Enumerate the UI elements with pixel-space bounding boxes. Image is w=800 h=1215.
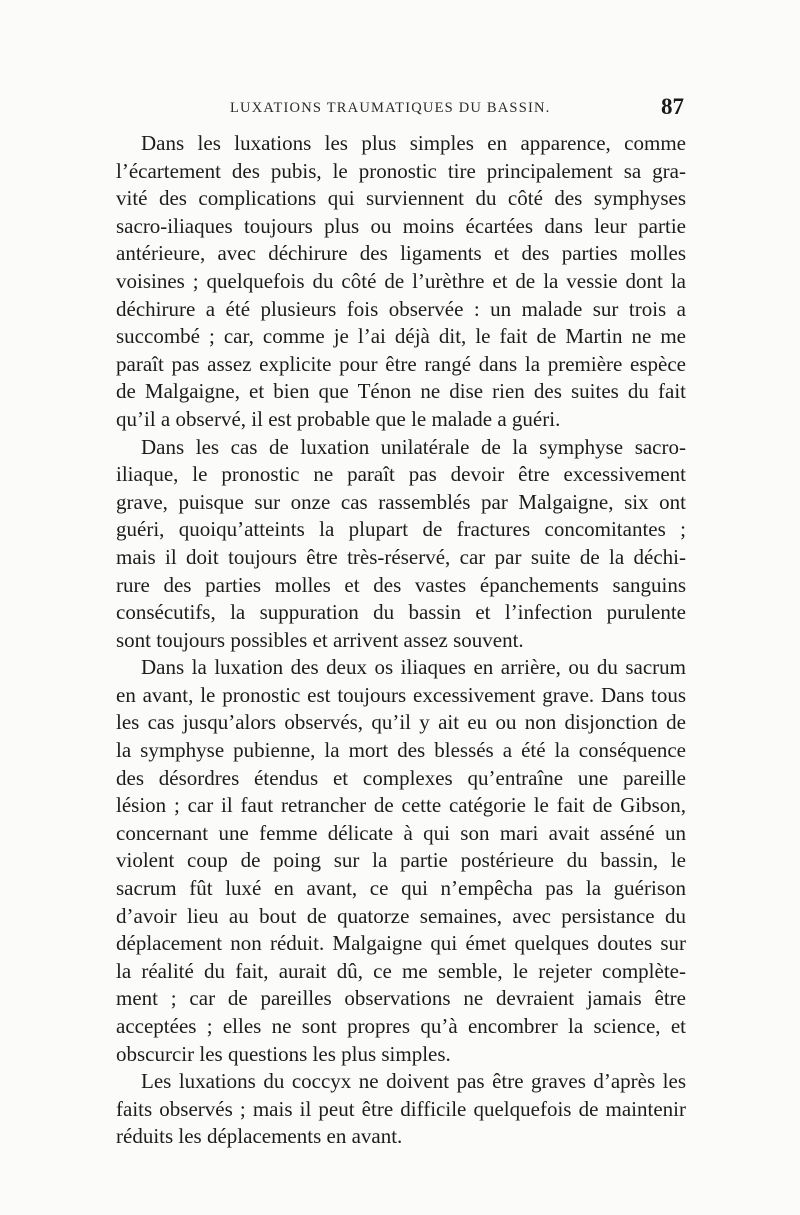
text-line: sacro-iliaques toujours plus ou moins écartées dans leur partie <box>116 213 686 238</box>
text-line: consécutifs, la suppuration du bassin et l’infection purulente <box>116 600 686 625</box>
running-head <box>118 96 684 122</box>
text-line: réduits les déplacements en avant. <box>116 1124 403 1149</box>
text-line: Dans les luxations les plus simples en apparence, comme <box>141 131 686 155</box>
text-line: sacrum fût luxé en avant, ce qui n’empêcha pas la guérison <box>116 876 686 901</box>
text-line: paraît pas assez explicite pour être rangé dans la première espèce <box>116 351 686 376</box>
text-line: guéri, quoiqu’atteints la plupart de fractures concomitantes ; <box>116 517 686 542</box>
text-line: iliaque, le pronostic ne paraît pas devoir être excessivement <box>116 462 686 487</box>
text-line: déchirure a été plusieurs fois observée : un malade sur trois a <box>116 296 686 321</box>
text-line: Dans les cas de luxation unilatérale de la symphyse sacro- <box>141 434 686 459</box>
text-line: concernant une femme délicate à qui son mari avait asséné un <box>116 820 686 845</box>
text-line: l’écartement des pubis, le pronostic tire principalement sa gra- <box>116 158 686 183</box>
text-line: Les luxations du coccyx ne doivent pas être graves d’après les <box>141 1069 686 1094</box>
text-line: Dans la luxation des deux os iliaques en arrière, ou du sacrum <box>141 655 686 680</box>
text-line: succombé ; car, comme je l’ai déjà dit, le fait de Martin ne me <box>116 324 686 349</box>
text-line: la réalité du fait, aurait dû, ce me semble, le rejeter complète- <box>116 958 686 983</box>
text-line: rure des parties molles et des vastes épanchements sanguins <box>116 572 686 597</box>
text-line: antérieure, avec déchirure des ligaments et des parties molles <box>116 241 686 266</box>
text-line: ment ; car de pareilles observations ne devraient jamais être <box>116 986 686 1011</box>
text-line: de Malgaigne, et bien que Ténon ne dise rien des suites du fait <box>116 379 686 404</box>
text-line: d’avoir lieu au bout de quatorze semaines, avec persistance du <box>116 903 686 928</box>
text-line: la symphyse pubienne, la mort des blessés a été la conséquence <box>116 738 686 763</box>
text-line: déplacement non réduit. Malgaigne qui émet quelques doutes sur <box>116 931 686 956</box>
body-text <box>116 130 686 1151</box>
text-line: grave, puisque sur onze cas rassemblés par Malgaigne, six ont <box>116 489 686 514</box>
text-line: qu’il a observé, il est probable que le malade a guéri. <box>116 406 561 431</box>
text-line: mais il doit toujours être très-réservé, car par suite de la déchi- <box>116 544 686 569</box>
text-line: vité des complications qui surviennent du côté des symphyses <box>116 186 686 211</box>
text-line: sont toujours possibles et arrivent assez souvent. <box>116 627 524 652</box>
text-line: lésion ; car il faut retrancher de cette catégorie le fait de Gibson, <box>116 793 686 818</box>
text-line: voisines ; quelquefois du côté de l’urèthre et de la vessie dont la <box>116 268 686 293</box>
text-line: faits observés ; mais il peut être difficile quelquefois de maintenir <box>116 1096 686 1121</box>
running-title: LUXATIONS TRAUMATIQUES DU BASSIN. <box>230 100 551 116</box>
text-line: acceptées ; elles ne sont propres qu’à encombrer la science, et <box>116 1014 686 1038</box>
paragraph-unilateral-luxation <box>116 434 686 655</box>
text-line: des désordres étendus et complexes qu’entraîne une pareille <box>116 765 686 790</box>
paragraph-coccyx <box>116 1068 686 1151</box>
text-line: les cas jusqu’alors observés, qu’il y ait eu ou non disjonction de <box>116 710 686 735</box>
paragraph-bilateral-luxation <box>116 654 686 1068</box>
text-line: obscurcir les questions les plus simples. <box>116 1041 451 1066</box>
paragraph-complications <box>116 130 686 434</box>
page-number: 87 <box>661 94 684 119</box>
text-line: violent coup de poing sur la partie postérieure du bassin, le <box>116 848 686 873</box>
text-line: en avant, le pronostic est toujours excessivement grave. Dans tous <box>116 682 686 707</box>
